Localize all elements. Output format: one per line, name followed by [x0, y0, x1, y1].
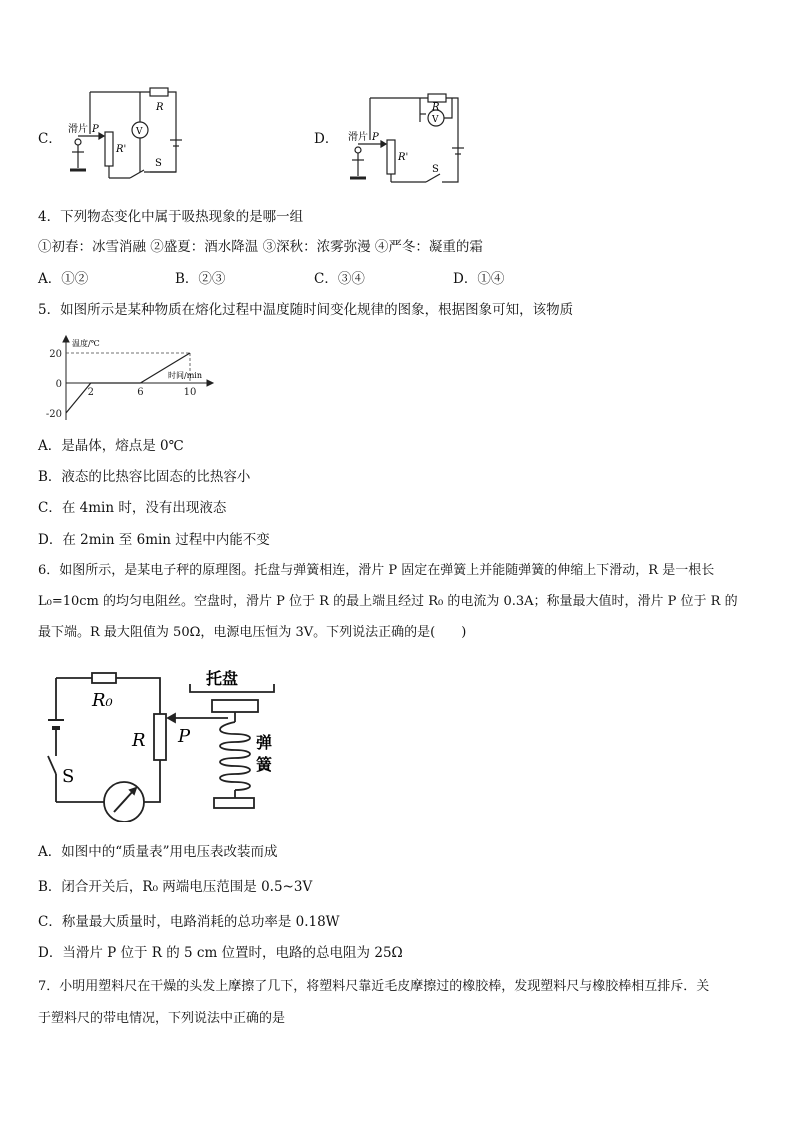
q3-option-c-circuit: [60, 86, 200, 186]
y-axis-arrow: [63, 336, 69, 342]
q6-tray-label: 托盘: [206, 669, 239, 688]
q3-c-r-label: R: [156, 102, 164, 113]
q3-c-p-label: P: [92, 124, 99, 135]
q6-r-label: R: [132, 730, 146, 751]
q3-d-slider-label: 滑片: [348, 132, 368, 143]
q3-d-voltmeter-label: V: [432, 115, 439, 125]
q4-option-d: D．①④: [453, 271, 505, 287]
q6-option-a: A．如图中的“质量表”用电压表改装而成: [38, 844, 278, 860]
chart-y-tick-label: -20: [45, 409, 62, 420]
q3-d-rprime-label: R': [398, 152, 409, 163]
chart-ylabel: 温度/℃: [72, 339, 100, 348]
q3-d-r-label: R: [432, 102, 440, 113]
q3-d-switch-label: S: [432, 164, 439, 175]
q6-spring-label-2: 簧: [256, 755, 273, 774]
q3-c-switch-label: S: [155, 158, 162, 169]
q6-scale-circuit: [34, 662, 284, 822]
q7-stem-line2: 于塑料尺的带电情况，下列说法中正确的是: [38, 1011, 286, 1026]
q3-c-rprime-label: R': [116, 144, 127, 155]
q4-option-a: A．①②: [38, 271, 89, 287]
q4-items: ①初春：冰雪消融 ②盛夏：酒水降温 ③深秋：浓雾弥漫 ④严冬：凝重的霜: [38, 239, 483, 255]
chart-xlabel: 时间/min: [168, 371, 202, 380]
x-axis-arrow: [207, 380, 213, 386]
q5-temperature-chart: [40, 332, 220, 424]
q6-stem-line2: L₀=10cm 的均匀电阻丝。空盘时，滑片 P 位于 R 的最上端且经过 R₀ 的电流为 0.3A；称量最大值时，滑片 P 位于 R 的: [38, 594, 738, 609]
chart-x-tick-label: 6: [137, 387, 144, 398]
chart-x-tick-label: 10: [183, 387, 197, 398]
q5-option-b: B．液态的比热容比固态的比热容小: [38, 469, 251, 485]
q3-option-c-label: C．: [38, 131, 62, 147]
q5-option-a: A．是晶体，熔点是 0℃: [38, 438, 184, 454]
q3-c-slider-label: 滑片: [68, 124, 88, 135]
q5-option-d: D．在 2min 至 6min 过程中内能不变: [38, 532, 270, 548]
q7-stem-line1: 7．小明用塑料尺在干燥的头发上摩擦了几下，将塑料尺靠近毛皮摩擦过的橡胶棒，发现塑料尺与橡胶棒相互排斥．关: [38, 979, 710, 994]
q6-stem-line3: 最下端。R 最大阻值为 50Ω，电源电压恒为 3V。下列说法正确的是( ): [38, 625, 467, 640]
q6-r0-label: R₀: [92, 690, 113, 711]
chart-x-tick-label: 2: [87, 387, 94, 398]
q3-option-d-label: D．: [314, 131, 339, 147]
q6-stem-line1: 6．如图所示，是某电子秤的原理图。托盘与弹簧相连，滑片 P 固定在弹簧上并能随弹簧的伸缩上下滑动，R 是一根长: [38, 563, 715, 578]
q5-option-c: C．在 4min 时，没有出现液态: [38, 500, 227, 516]
q6-spring-label-1: 弹: [256, 733, 273, 752]
q4-option-c: C．③④: [314, 271, 365, 287]
q4-option-b: B．②③: [175, 271, 226, 287]
chart-y-tick-label: 20: [49, 349, 62, 360]
q3-d-p-label: P: [372, 132, 379, 143]
q6-switch-label: S: [62, 766, 75, 787]
q4-stem: 4．下列物态变化中属于吸热现象的是哪一组: [38, 209, 304, 225]
q6-option-b: B．闭合开关后，R₀ 两端电压范围是 0.5~3V: [38, 879, 313, 895]
q3-c-voltmeter-label: V: [136, 127, 143, 137]
q5-stem: 5．如图所示是某种物质在熔化过程中温度随时间变化规律的图象，根据图象可知，该物质: [38, 302, 574, 318]
chart-origin-label: 0: [55, 379, 62, 390]
q3-option-d-circuit: [340, 90, 470, 190]
q6-option-c: C．称量最大质量时，电路消耗的总功率是 0.18W: [38, 914, 340, 930]
q6-option-d: D．当滑片 P 位于 R 的 5 cm 位置时，电路的总电阻为 25Ω: [38, 945, 403, 961]
q6-p-label: P: [178, 726, 191, 747]
